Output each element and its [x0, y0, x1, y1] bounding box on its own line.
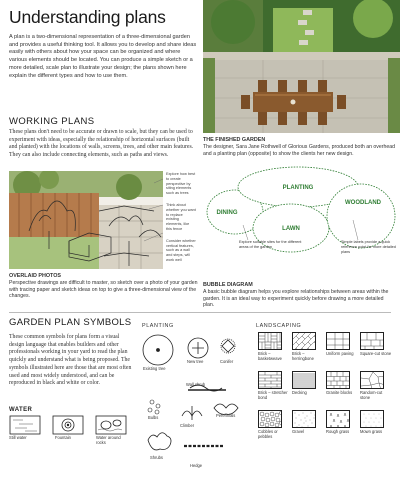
bubble-label-woodland: WOODLAND: [345, 200, 381, 206]
symbols-title: GARDEN PLAN SYMBOLS: [9, 317, 132, 328]
finished-garden-text: The designer, Sara Jane Rothwell of Glorious Gardens, produced both an overhead and a planting plan (opposite) to show the clients her new design.: [203, 143, 396, 157]
working-plans-title: WORKING PLANS: [9, 116, 95, 127]
overlaid-photos-caption: [9, 273, 199, 300]
overlaid-photo: [9, 171, 163, 269]
landscaping-label: Decking: [292, 390, 307, 395]
finished-garden-caption: [203, 137, 400, 157]
symbol-label-perennials: Perennials: [216, 413, 236, 418]
landscaping-swatch: [360, 410, 384, 428]
bubble-note-left: Explore suitable sites for the different areas of the garden: [239, 240, 302, 249]
bubble-diagram: [203, 160, 400, 258]
overlay-note: Explore how best to create perspective by siting elements such as trees: [166, 172, 196, 196]
page-title: Understanding plans: [9, 7, 166, 27]
landscaping-label: Brick – stretcher bond: [258, 390, 288, 400]
landscaping-label: Mown grass: [360, 429, 383, 434]
landscaping-label: Square-cut stone: [360, 351, 392, 356]
overlaid-photos-title: OVERLAID PHOTOS: [9, 273, 62, 279]
overlay-note: Consider whether vertical features, such as a wall and steps, will work well: [166, 238, 196, 262]
symbol-label-shrubs: Shrubs: [150, 455, 163, 460]
symbol-label-fountain: Fountain: [55, 435, 71, 440]
symbols-text: These common symbols for plans form a visual design language that enables builders and other professionals working in your yard to read the plan quickly and understand what is being proposed. The symbols illustrated here are those that are most often used and most widely understood, and can be reproduced in black and white or color.: [9, 334, 132, 387]
landscaping-swatch: [258, 410, 282, 428]
landscaping-swatch: [326, 371, 350, 389]
symbol-label-conifer: Conifer: [220, 359, 234, 364]
bubble-label-lawn: LAWN: [282, 226, 300, 232]
bubble-note-right: Simple labels provide a quick reference point for more detailed plans: [341, 240, 396, 254]
landscaping-label: Granite blocks: [326, 390, 353, 395]
symbol-label-still-water: Still water: [9, 435, 27, 440]
landscaping-swatch: [292, 371, 316, 389]
landscaping-label: Rough grass: [326, 429, 350, 434]
water-heading: WATER: [9, 407, 33, 413]
bubble-diagram-title: BUBBLE DIAGRAM: [203, 282, 253, 288]
landscaping-swatch: [326, 410, 350, 428]
symbol-label-hedge: Hedge: [190, 463, 203, 468]
landscaping-swatch: [292, 332, 316, 350]
finished-garden-title: THE FINISHED GARDEN: [203, 137, 266, 143]
finished-garden-photo: [203, 0, 400, 133]
symbol-label-bulbs: Bulbs: [148, 415, 159, 420]
symbol-label-new-tree: New tree: [187, 359, 204, 364]
landscaping-label: Cobbles or pebbles: [258, 429, 278, 439]
overlay-annotations: [166, 172, 196, 270]
water-symbols: [9, 415, 134, 437]
landscaping-swatch: [360, 332, 384, 350]
landscaping-swatch: [258, 332, 282, 350]
bubble-diagram-caption: [203, 282, 393, 309]
landscaping-label: Random-cut stone: [360, 390, 383, 400]
overlaid-photos-text: Perspective drawings are difficult to master, so sketch over a photo of your garden with tracing paper and sketch ideas on top to give a three-dimensional view of the changes.: [9, 279, 198, 300]
landscaping-swatch: [360, 371, 384, 389]
planting-heading: PLANTING: [142, 323, 174, 329]
bubble-diagram-text: A basic bubble diagram helps you explore relationships between areas within the garden. It is an ideal way to experiment quickly before drawing a more detailed plan.: [203, 288, 389, 309]
bubble-label-planting: PLANTING: [282, 185, 314, 191]
working-plans-text: These plans don't need to be accurate or drawn to scale, but they can be used to experiment with ideas, especially the relationship of horizontal surfaces (built and planted) with the locations of walls, screens, trees, and other main features. They can also include connecting elements, such as paths and views.: [9, 129, 194, 158]
landscaping-label: Brick – herringbone: [292, 351, 314, 361]
landscaping-label: Brick – basketweave: [258, 351, 282, 361]
landscaping-heading: LANDSCAPING: [256, 323, 302, 329]
symbol-label-water-around-rocks: Water around rocks: [96, 435, 121, 445]
planting-symbols: [140, 332, 252, 472]
symbol-label-climber: Climber: [180, 423, 195, 428]
landscaping-label: Gravel: [292, 429, 305, 434]
intro-paragraph: A plan is a two-dimensional representation of a three-dimensional garden and provides a useful thinking tool. It allows you to develop and share ideas easily with others about how your space can be organized and where various elements should be located. You can produce a simple sketch or a more detailed, scale plan to illustrate your design; the plans shown here explain the different types and how to use them.: [9, 34, 197, 79]
overlay-note: Think about whether you want to replace existing elements, like this fence: [166, 202, 196, 231]
section-divider: [9, 312, 391, 313]
landscaping-swatch: [326, 332, 350, 350]
landscaping-label: Uniform paving: [326, 351, 354, 356]
landscaping-swatch: [292, 410, 316, 428]
bubble-label-dining: DINING: [216, 210, 238, 216]
landscaping-swatch: [258, 371, 282, 389]
symbol-label-wall-shrub: Wall shrub: [186, 382, 206, 387]
symbol-label-existing-tree: Existing tree: [143, 366, 166, 371]
